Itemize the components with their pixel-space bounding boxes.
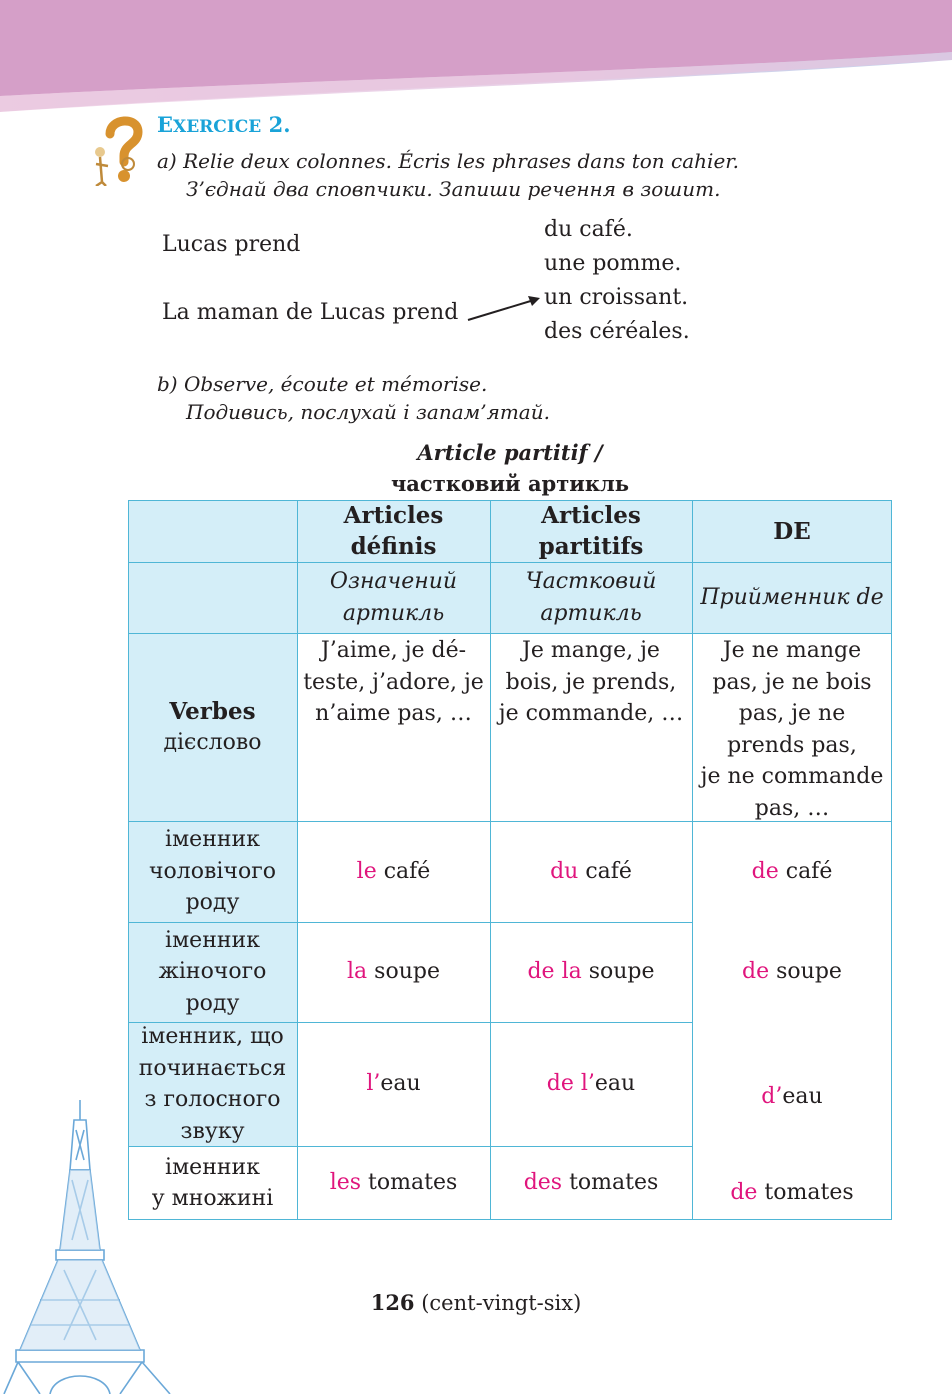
grid-line xyxy=(891,500,892,1220)
header-partitifs-line1: Articles xyxy=(541,502,641,529)
row-label-feminine xyxy=(128,922,297,1022)
noun: tomates xyxy=(562,1170,659,1196)
noun: eau xyxy=(380,1071,421,1097)
noun: soupe xyxy=(769,959,842,985)
exercise-title-initial: E xyxy=(157,112,174,137)
header-definis-line1: Articles xyxy=(343,502,444,529)
article: d’ xyxy=(761,1084,783,1110)
grid-line xyxy=(128,633,892,634)
page-footer xyxy=(0,1290,952,1315)
verbs-de-line: je ne commande xyxy=(700,764,884,789)
noun: eau xyxy=(594,1071,636,1097)
row-label-line: починається xyxy=(138,1055,287,1081)
verbs-definis-line: J’aime, je dé- xyxy=(320,638,467,663)
cell-feminine-definis xyxy=(297,922,490,1022)
row-label-line: звуку xyxy=(180,1118,245,1144)
grid-line xyxy=(128,500,892,501)
row-label-line: іменник xyxy=(165,927,260,953)
article-table xyxy=(128,500,892,1220)
row-label-line: жіночого xyxy=(158,959,267,985)
grid-line xyxy=(128,562,892,563)
verbs-de-line: pas, je ne xyxy=(738,701,846,726)
noun: eau xyxy=(782,1084,823,1110)
subheader-partitifs-line2: артикль xyxy=(540,600,642,626)
subheader-partitifs xyxy=(490,562,692,633)
grid-line xyxy=(692,500,693,1220)
verbs-label: Verbes xyxy=(169,697,256,725)
verbs-label-cell xyxy=(128,633,297,821)
instruction-a-ukrainian: З’єднай два сповпчики. Запиши речення в зошит. xyxy=(186,177,721,201)
article: des xyxy=(523,1170,563,1196)
noun: café xyxy=(376,858,431,884)
verbs-definis-line: n’aime pas, … xyxy=(315,701,472,726)
noun: soupe xyxy=(581,959,655,985)
cell-plural-definis xyxy=(297,1146,490,1220)
header-definis-line2: définis xyxy=(350,533,437,560)
row-label-line: іменник, що xyxy=(141,1024,284,1049)
grid-line xyxy=(128,1022,692,1023)
cell-plural-de xyxy=(692,1158,892,1228)
cell-vowel-de xyxy=(692,1035,892,1159)
noun: tomates xyxy=(361,1170,458,1196)
instruction-b-french: b) Observe, écoute et mémorise. xyxy=(157,372,488,396)
cell-feminine-partitifs xyxy=(490,922,692,1022)
row-label-line: іменник xyxy=(165,1154,260,1180)
match-right-3: un croissant. xyxy=(544,285,689,310)
eiffel-tower-image xyxy=(0,1100,200,1394)
match-right-1: du café. xyxy=(544,217,633,242)
grid-line xyxy=(128,922,692,923)
row-label-line: іменник xyxy=(165,827,260,853)
row-label-line: роду xyxy=(185,990,240,1016)
question-figure-icon xyxy=(92,112,148,186)
table-caption-ukrainian: частковий артикль xyxy=(390,471,630,496)
subheader-de-line1: Прийменник de xyxy=(700,584,884,610)
grid-line xyxy=(128,821,892,822)
grid-line xyxy=(128,1219,892,1220)
instruction-a-french: a) Relie deux colonnes. Écris les phrases dans ton cahier. xyxy=(157,149,740,173)
article: le xyxy=(356,858,377,884)
article: de xyxy=(751,858,779,884)
instruction-b-ukrainian: Подивись, послухай і запам’ятай. xyxy=(186,400,550,424)
subheader-definis-line1: Означений xyxy=(329,569,458,594)
noun: soupe xyxy=(367,959,440,985)
noun: café xyxy=(578,858,632,884)
match-left-1: Lucas prend xyxy=(162,232,301,257)
verbs-de-line: Je ne mange xyxy=(722,638,862,663)
grid-line xyxy=(297,500,298,1220)
cell-masculine-definis xyxy=(297,821,490,922)
verbs-de-line: pas, … xyxy=(754,795,830,821)
article: de la xyxy=(527,959,582,985)
cell-masculine-de xyxy=(692,821,892,922)
row-label-line: чоловічого xyxy=(149,858,276,884)
verbs-de-line: pas, je ne bois xyxy=(712,669,872,695)
header-partitifs xyxy=(490,500,692,562)
verbs-definis-line: teste, j’adore, je xyxy=(303,669,484,695)
grid-line xyxy=(490,500,491,1220)
article: l’ xyxy=(366,1071,381,1097)
match-right-2: une pomme. xyxy=(544,251,682,276)
article: les xyxy=(329,1170,362,1196)
cell-vowel-partitifs xyxy=(490,1022,692,1146)
cell-masculine-partitifs xyxy=(490,821,692,922)
subheader-definis-line2: артикль xyxy=(342,600,445,626)
verbs-partitifs-line: bois, je prends, xyxy=(505,669,677,695)
noun: tomates xyxy=(757,1180,854,1206)
verbs-partitifs-line: Je mange, je xyxy=(522,638,660,663)
verbs-de-line: prends pas, xyxy=(727,732,857,758)
noun: café xyxy=(778,858,833,884)
verbs-definis-cell xyxy=(297,635,490,821)
top-banner xyxy=(0,0,952,115)
verbs-partitifs-line: je commande, … xyxy=(498,701,684,726)
row-label-line: роду xyxy=(185,890,240,916)
verbs-label-ukrainian: дієслово xyxy=(163,730,262,755)
verbs-partitifs-cell xyxy=(490,635,692,821)
page-number: 126 xyxy=(370,1290,415,1315)
row-label-masculine xyxy=(128,821,297,922)
table-caption-french: Article partitif / xyxy=(417,440,603,465)
exercise-title-number: 2. xyxy=(261,112,291,137)
article: de xyxy=(742,959,770,985)
subheader-definis xyxy=(297,562,490,633)
header-partitifs-line2: partitifs xyxy=(538,533,644,560)
row-label-line: з голосного xyxy=(144,1087,281,1112)
header-definis xyxy=(297,500,490,562)
exercise-title-rest: XERCICE xyxy=(173,117,262,137)
row-label-line: у множині xyxy=(151,1186,274,1211)
article: du xyxy=(550,858,579,884)
header-de-line1: DE xyxy=(773,517,811,545)
match-arrow xyxy=(460,290,544,326)
cell-vowel-definis xyxy=(297,1022,490,1146)
article: de xyxy=(730,1180,758,1206)
subheader-de xyxy=(692,562,892,633)
article: la xyxy=(347,959,368,985)
verbs-de-cell xyxy=(692,635,892,821)
match-left-2: La maman de Lucas prend xyxy=(162,300,459,325)
header-de xyxy=(692,500,892,562)
subheader-partitifs-line1: Частковий xyxy=(525,569,657,594)
page-number-words: (cent-vingt-six) xyxy=(414,1291,582,1315)
grid-line xyxy=(128,1146,692,1147)
cell-plural-partitifs xyxy=(490,1146,692,1220)
article: de l’ xyxy=(546,1071,595,1097)
exercise-title xyxy=(157,112,291,137)
match-right-4: des céréales. xyxy=(544,319,690,344)
cell-feminine-de xyxy=(692,922,892,1022)
